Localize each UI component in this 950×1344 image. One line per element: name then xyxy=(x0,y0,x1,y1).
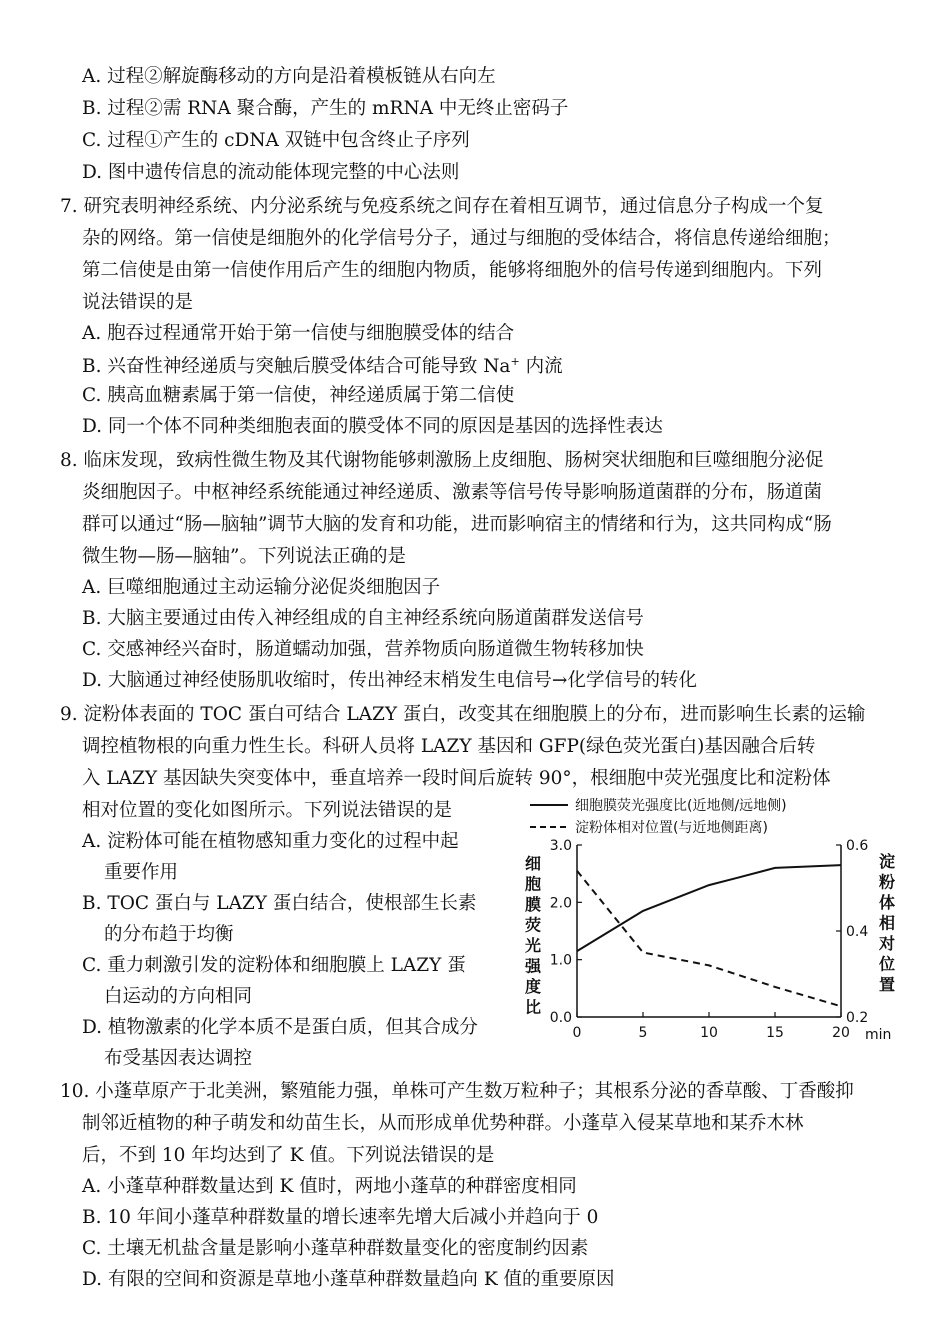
q9-option-b-line-2: 的分布趋于均衡 xyxy=(104,924,234,945)
chart-legend xyxy=(530,797,787,836)
y-left-tick-label: 3.0 xyxy=(549,838,572,854)
y-right-title-char: 淀 xyxy=(878,852,896,871)
q7-option-a: A. 胞吞过程通常开始于第一信使与细胞膜受体的结合 xyxy=(82,323,515,344)
legend-label-2: 淀粉体相对位置(与近地侧距离) xyxy=(575,820,768,836)
y-left-title-char: 光 xyxy=(524,936,542,955)
q6-option-c: C. 过程①产生的 cDNA 双链中包含终止子序列 xyxy=(82,130,470,151)
y-left-title-char: 胞 xyxy=(524,874,542,894)
q9-stem-line-4: 相对位置的变化如图所示。下列说法错误的是 xyxy=(82,800,453,821)
q8-stem-line-4: 微生物—肠—脑轴”。下列说法正确的是 xyxy=(82,546,406,567)
q8-stem-line-1: 8. 临床发现，致病性微生物及其代谢物能够刺激肠上皮细胞、肠树突状细胞和巨噬细胞分泌促 xyxy=(60,450,824,471)
q7-option-b-text: B. 兴奋性神经递质与突触后膜受体结合可能导致 Na xyxy=(82,356,511,378)
q7-stem-line-3: 第二信使是由第一信使作用后产生的细胞内物质，能够将细胞外的信号传递到细胞内。下列 xyxy=(82,260,823,281)
x-tick-label: 5 xyxy=(638,1025,648,1041)
q9-option-c-line-2: 白运动的方向相同 xyxy=(104,986,253,1007)
q8-option-d: D. 大脑通过神经使肠肌收缩时，传出神经末梢发生电信号→化学信号的转化 xyxy=(82,670,697,691)
x-tick-label: 15 xyxy=(766,1025,784,1041)
q7-option-c: C. 胰高血糖素属于第一信使，神经递质属于第二信使 xyxy=(82,385,515,406)
q7-stem-line-4: 说法错误的是 xyxy=(82,292,194,313)
series-line-starch-position xyxy=(577,871,841,1007)
q9-option-a-line-1: A. 淀粉体可能在植物感知重力变化的过程中起 xyxy=(82,831,459,852)
q9-option-a-line-2: 重要作用 xyxy=(104,862,179,883)
q10-stem-line-2: 制邻近植物的种子萌发和幼苗生长，从而形成单优势种群。小蓬草入侵某草地和某乔木林 xyxy=(82,1113,804,1134)
y-right-title-char: 相 xyxy=(878,913,896,933)
x-tick-label: 20 xyxy=(832,1025,850,1041)
q8-stem-line-2: 炎细胞因子。中枢神经系统能通过神经递质、激素等信号传导影响肠道菌群的分布，肠道菌 xyxy=(82,482,823,503)
q10-option-d: D. 有限的空间和资源是草地小蓬草种群数量趋向 K 值的重要原因 xyxy=(82,1269,615,1290)
q7-option-d: D. 同一个体不同种类细胞表面的膜受体不同的原因是基因的选择性表达 xyxy=(82,416,663,437)
q9-option-c-line-1: C. 重力刺激引发的淀粉体和细胞膜上 LAZY 蛋 xyxy=(82,955,466,976)
q6-option-d: D. 图中遗传信息的流动能体现完整的中心法则 xyxy=(82,162,460,183)
q7-option-b xyxy=(82,356,563,377)
q9-option-d-line-1: D. 植物激素的化学本质不是蛋白质，但其合成分 xyxy=(82,1017,478,1038)
y-left-tick-label: 1.0 xyxy=(549,952,572,969)
q10-stem-line-3: 后，不到 10 年均达到了 K 值。下列说法错误的是 xyxy=(82,1145,495,1166)
y-left-title-char: 强 xyxy=(524,956,542,976)
q9-line-chart xyxy=(495,785,935,1060)
y-right-title-char: 位 xyxy=(878,954,896,974)
q8-option-b: B. 大脑主要通过由传入神经组成的自主神经系统向肠道菌群发送信号 xyxy=(82,608,644,629)
q9-stem-line-3: 入 LAZY 基因缺失突变体中，垂直培养一段时间后旋转 90°，根细胞中荧光强度比和淀粉体 xyxy=(82,768,831,789)
y-left-tick-label: 0.0 xyxy=(549,1010,572,1026)
y-left-tick-label: 2.0 xyxy=(549,895,572,912)
y-right-title-char: 置 xyxy=(878,975,896,994)
q8-option-a: A. 巨噬细胞通过主动运输分泌促炎细胞因子 xyxy=(82,577,441,598)
q9-stem-line-1: 9. 淀粉体表面的 TOC 蛋白可结合 LAZY 蛋白，改变其在细胞膜上的分布，进而影响生长素的运输 xyxy=(60,704,866,725)
q8-option-c: C. 交感神经兴奋时，肠道蠕动加强，营养物质向肠道微生物转移加快 xyxy=(82,639,644,660)
q9-option-b-line-1: B. TOC 蛋白与 LAZY 蛋白结合，使根部生长素 xyxy=(82,893,477,914)
y-left-title-char: 比 xyxy=(524,997,542,1017)
x-tick-label: 10 xyxy=(700,1025,718,1041)
q10-option-b: B. 10 年间小蓬草种群数量的增长速率先增大后减小并趋向于 0 xyxy=(82,1207,599,1228)
q6-option-a: A. 过程②解旋酶移动的方向是沿着模板链从右向左 xyxy=(82,66,496,87)
y-right-title-char: 体 xyxy=(878,893,896,912)
q7-stem-line-2: 杂的网络。第一信使是细胞外的化学信号分子，通过与细胞的受体结合，将信息传递给细胞； xyxy=(82,228,841,249)
x-axis-unit: min xyxy=(865,1027,892,1043)
y-left-title-char: 度 xyxy=(524,977,542,996)
q7-option-b-sup: + xyxy=(510,355,520,368)
y-right-tick-label: 0.6 xyxy=(846,838,869,854)
q10-option-c: C. 土壤无机盐含量是影响小蓬草种群数量变化的密度制约因素 xyxy=(82,1238,589,1259)
q7-stem-line-1: 7. 研究表明神经系统、内分泌系统与免疫系统之间存在着相互调节，通过信息分子构成一个复 xyxy=(60,196,824,217)
y-right-title-char: 对 xyxy=(878,934,896,953)
y-right-tick-label: 0.4 xyxy=(846,924,869,940)
q9-stem-line-2: 调控植物根的向重力性生长。科研人员将 LAZY 基因和 GFP(绿色荧光蛋白)基因融合后转 xyxy=(82,736,816,757)
y-left-title-char: 荧 xyxy=(524,915,542,935)
q10-option-a: A. 小蓬草种群数量达到 K 值时，两地小蓬草的种群密度相同 xyxy=(82,1176,577,1197)
q7-option-b-tail: 内流 xyxy=(519,356,563,378)
y-right-title-char: 粉 xyxy=(878,872,896,892)
q10-stem-line-1: 10. 小蓬草原产于北美洲，繁殖能力强，单株可产生数万粒种子；其根系分泌的香草酸、丁香酸抑 xyxy=(60,1081,854,1102)
series-line-fluorescence-ratio xyxy=(577,865,841,951)
q8-stem-line-3: 群可以通过“肠—脑轴”调节大脑的发育和功能，进而影响宿主的情绪和行为，这共同构成“肠 xyxy=(82,514,832,535)
x-tick-label: 0 xyxy=(572,1025,582,1041)
y-left-title-char: 细 xyxy=(524,854,542,873)
legend-label-1: 细胞膜荧光强度比(近地侧/远地侧) xyxy=(575,798,787,814)
y-left-title-char: 膜 xyxy=(524,895,542,914)
q9-option-d-line-2: 布受基因表达调控 xyxy=(104,1048,253,1069)
q6-option-b: B. 过程②需 RNA 聚合酶，产生的 mRNA 中无终止密码子 xyxy=(82,98,569,119)
y-right-tick-label: 0.2 xyxy=(846,1010,869,1026)
